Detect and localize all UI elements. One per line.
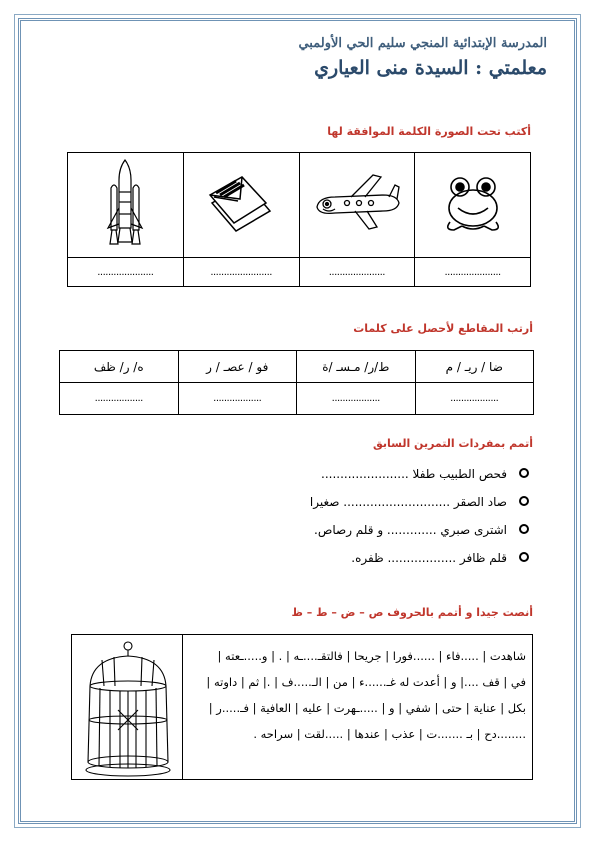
answer-blank[interactable]: .................. xyxy=(297,383,416,415)
bullet-icon xyxy=(519,496,529,506)
rocket-icon xyxy=(100,158,150,248)
dictation-line[interactable]: في | قف ....| و | أعدت له غـ......ء | من | الـ.....ف | .| ثم | داوته | xyxy=(206,675,526,689)
list-item xyxy=(129,522,529,550)
school-name: المدرسة الإبتدائية المنجي سليم الحي الأولمبي xyxy=(298,36,547,51)
bullet-icon xyxy=(519,552,529,562)
exercise1-instruction: أكتب تحت الصورة الكلمة الموافقة لها xyxy=(327,125,531,138)
syllables-cell: ه/ ر/ ظف xyxy=(60,351,179,383)
picture-cell-rocket xyxy=(68,153,184,258)
bullet-icon xyxy=(519,468,529,478)
divider xyxy=(182,634,183,780)
picture-word-table xyxy=(67,152,531,287)
envelope-icon xyxy=(206,173,276,233)
answer-blank[interactable]: ....................... xyxy=(183,258,299,287)
answer-blank[interactable]: ..................... xyxy=(68,258,184,287)
sentence-list xyxy=(129,466,529,578)
bullet-icon xyxy=(519,524,529,534)
dictation-line[interactable]: شاهدت | .....فاء | ......فورا | جريحا | فالتقـ....ـه | . | و.....ـعته | xyxy=(217,649,526,663)
answer-blank[interactable]: .................. xyxy=(178,383,297,415)
syllables-cell: فو / عصـ / ر xyxy=(178,351,297,383)
sentence-text[interactable]: فحص الطبيب طفلا ....................... xyxy=(321,467,507,481)
syllables-table xyxy=(59,350,534,415)
birdcage-icon xyxy=(78,640,178,778)
picture-cell-frog xyxy=(415,153,531,258)
syllables-cell: ط/ر/ مـسـ /ة xyxy=(297,351,416,383)
exercise3-instruction: أتمم بمفردات التمرين السابق xyxy=(372,437,533,450)
exercise4-instruction: أنصت جيدا و أتمم بالحروف ص – ض – ط – ظ xyxy=(291,606,533,619)
answer-blank[interactable]: ..................... xyxy=(415,258,531,287)
sentence-text[interactable]: اشترى صبري ............. و قلم رصاص. xyxy=(314,523,507,537)
teacher-name: معلمتي : السيدة منى العياري xyxy=(314,57,547,79)
answer-blank[interactable]: ..................... xyxy=(299,258,415,287)
syllables-cell: ضا / ريـ / م xyxy=(415,351,534,383)
frog-icon xyxy=(438,170,508,236)
answer-blank[interactable]: .................. xyxy=(60,383,179,415)
airplane-icon xyxy=(311,171,403,235)
dictation-line[interactable]: بكل | عناية | حتى | شفي | و | .....ـهرت | عليه | العافية | فـ.....ر | xyxy=(208,701,526,715)
sentence-text[interactable]: صاد الصقر ............................ صغيرا xyxy=(309,495,507,509)
picture-cell-airplane xyxy=(299,153,415,258)
picture-cell-envelope xyxy=(183,153,299,258)
answer-blank[interactable]: .................. xyxy=(415,383,534,415)
list-item xyxy=(129,466,529,494)
list-item xyxy=(129,550,529,578)
sentence-text[interactable]: قلم ظافر .................. ظفره. xyxy=(351,551,507,565)
exercise2-instruction: أرتب المقاطع لأحصل على كلمات xyxy=(353,322,533,335)
dictation-line[interactable]: ........دح | بـ .......ت | عذب | عندها | .....لقت | سراحه . xyxy=(253,727,526,741)
dictation-text xyxy=(188,648,526,752)
list-item xyxy=(129,494,529,522)
